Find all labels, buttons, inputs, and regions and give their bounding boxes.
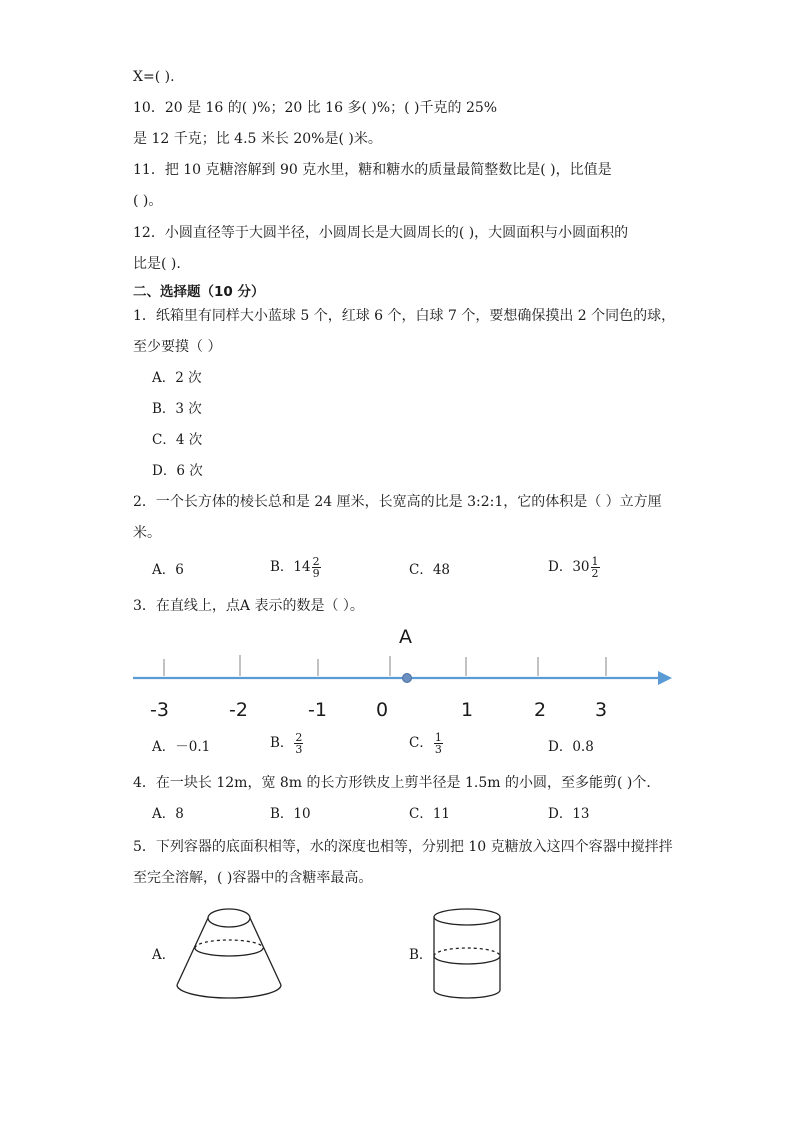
option-a: A．6 xyxy=(152,562,184,578)
denominator: 3 xyxy=(434,743,442,756)
fraction xyxy=(434,732,443,755)
option-a: A．2 次 xyxy=(152,370,202,386)
option-a: A．8 xyxy=(152,806,184,822)
axis-label: 2 xyxy=(534,699,547,721)
question-1-line1: 1．纸箱里有同样大小蓝球 5 个，红球 6 个，白球 7 个，要想确保摸出 2 个同色的球， xyxy=(133,308,676,324)
section-title: 二、选择题（10 分） xyxy=(133,284,265,300)
denominator: 3 xyxy=(295,743,303,756)
option-b xyxy=(270,732,303,755)
point-a-label: A xyxy=(399,626,412,648)
option-c: C．48 xyxy=(409,562,451,578)
question-2-line1: 2．一个长方体的棱长总和是 24 厘米，长宽高的比是 3:2:1，它的体积是（ ）立方厘 xyxy=(133,494,662,510)
numerator: 2 xyxy=(295,731,303,744)
option-c-prefix: C． xyxy=(409,735,433,751)
text-line: X=( ). xyxy=(133,69,175,85)
option-b-prefix: B． xyxy=(270,735,294,751)
frustum-container xyxy=(177,909,281,998)
question-2-line2: 米。 xyxy=(133,525,161,541)
denominator: 9 xyxy=(312,567,320,580)
axis-arrow xyxy=(658,671,672,685)
denominator: 2 xyxy=(591,567,599,580)
axis-label: 1 xyxy=(461,699,474,721)
container-a-label: A． xyxy=(152,947,176,963)
question-3-line1: 3．在直线上，点A 表示的数是（ ）。 xyxy=(133,598,364,614)
question-1-line2: 至少要摸（ ） xyxy=(133,339,222,355)
cylinder-container xyxy=(434,909,500,998)
option-c: C．11 xyxy=(409,806,451,822)
question-11-line1: 11．把 10 克糖溶解到 90 克水里，糖和糖水的质量最简整数比是( )，比值是 xyxy=(133,162,612,178)
question-11-line2: ( )。 xyxy=(133,193,163,209)
option-d-whole: D．30 xyxy=(548,559,590,575)
numerator: 1 xyxy=(434,731,442,744)
question-10-line2: 是 12 千克；比 4.5 米长 20%是( )米。 xyxy=(133,131,382,147)
option-b-whole: B．14 xyxy=(270,559,311,575)
option-c: C．4 次 xyxy=(152,432,203,448)
numerator: 1 xyxy=(591,555,599,568)
numerator: 2 xyxy=(312,555,320,568)
option-a: A．－0.1 xyxy=(152,739,211,755)
question-5-line1: 5．下列容器的底面积相等，水的深度也相等，分别把 10 克糖放入这四个容器中搅拌拌 xyxy=(133,839,673,855)
question-12-line2: 比是( ). xyxy=(133,256,181,272)
axis-label: 3 xyxy=(595,699,608,721)
question-5-line2: 至完全溶解，( )容器中的含糖率最高。 xyxy=(133,870,373,886)
point-a xyxy=(403,674,412,683)
question-4-line1: 4．在一块长 12m，宽 8m 的长方形铁皮上剪半径是 1.5m 的小圆，至多能剪( )个． xyxy=(133,775,661,791)
option-c xyxy=(409,732,443,755)
axis-label: 0 xyxy=(376,699,389,721)
axis-label: -3 xyxy=(150,699,169,721)
fraction xyxy=(294,732,303,755)
question-10-line1: 10．20 是 16 的( )%；20 比 16 多( )%；( )千克的 25% xyxy=(133,100,498,116)
option-d: D．0.8 xyxy=(548,739,594,755)
option-b: B．10 xyxy=(270,806,311,822)
option-d: D．6 次 xyxy=(152,463,203,479)
axis-label: -2 xyxy=(229,699,248,721)
axis-label: -1 xyxy=(308,699,327,721)
option-d: D．13 xyxy=(548,806,590,822)
option-b: B．3 次 xyxy=(152,401,202,417)
container-b-label: B． xyxy=(409,947,433,963)
question-12-line1: 12．小圆直径等于大圆半径，小圆周长是大圆周长的( )，大圆面积与小圆面积的 xyxy=(133,225,629,241)
